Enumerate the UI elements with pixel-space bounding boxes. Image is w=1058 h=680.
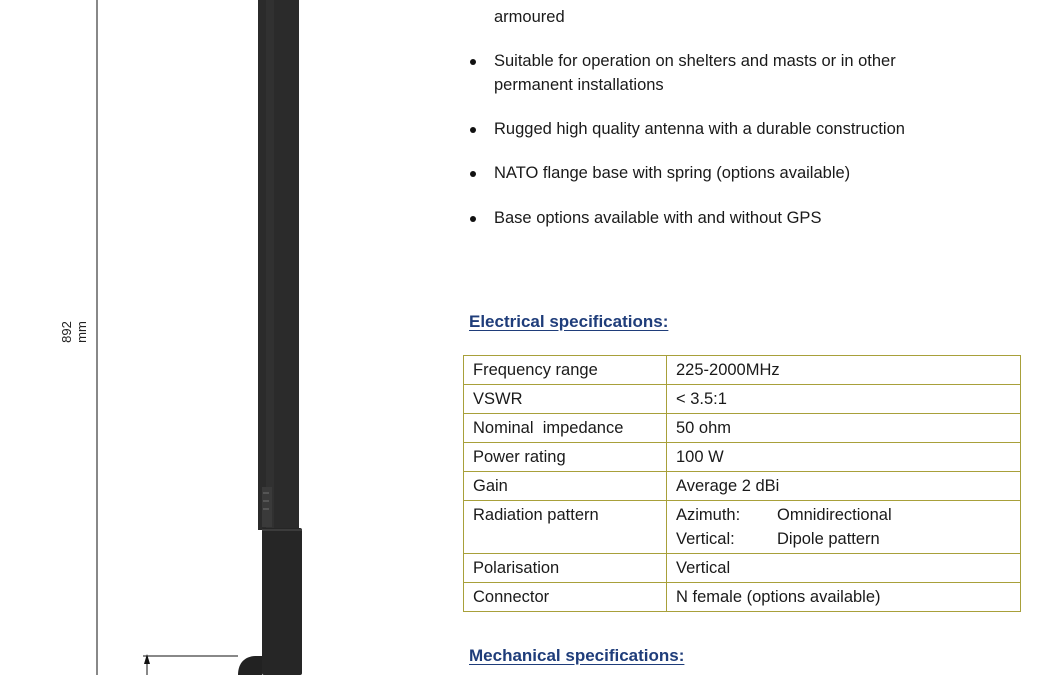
antenna-whip (258, 0, 299, 530)
table-row (464, 356, 1021, 385)
table-row (464, 443, 1021, 472)
table-row (464, 472, 1021, 501)
vertical-label: Vertical: (676, 530, 735, 548)
electrical-spec-table (463, 355, 1021, 612)
spec-key: Polarisation (464, 554, 667, 583)
list-item (466, 49, 964, 97)
spec-key: Radiation pattern (464, 501, 667, 554)
bullet-icon (470, 59, 476, 65)
table-row (464, 554, 1021, 583)
spec-key: Frequency range (464, 356, 667, 385)
spec-value: Average 2 dBi (667, 472, 1021, 501)
spec-value: 100 W (667, 443, 1021, 472)
spec-value: N female (options available) (667, 583, 1021, 612)
spec-value: 225-2000MHz (667, 356, 1021, 385)
table-row (464, 501, 1021, 554)
list-item (466, 206, 964, 230)
mechanical-heading: Mechanical specifications: (469, 646, 685, 665)
list-item (466, 161, 964, 185)
feature-text: Rugged high quality antenna with a durable construction (494, 120, 905, 138)
spec-key: VSWR (464, 385, 667, 414)
antenna-sleeve (262, 528, 302, 675)
spec-key: Connector (464, 583, 667, 612)
bullet-icon (470, 127, 476, 133)
spec-value: < 3.5:1 (667, 385, 1021, 414)
azimuth-label: Azimuth: (676, 506, 741, 524)
feature-text: NATO flange base with spring (options available) (494, 164, 851, 182)
feature-text: Base options available with and without GPS (494, 209, 822, 227)
spec-key: Gain (464, 472, 667, 501)
spec-key: Power rating (464, 443, 667, 472)
vertical-line (676, 527, 1011, 551)
list-item (466, 117, 964, 141)
bullet-icon (470, 216, 476, 222)
spec-value (667, 501, 1021, 554)
spec-value: Vertical (667, 554, 1021, 583)
list-item (466, 5, 964, 29)
dimension-label: 892 mm (59, 321, 89, 343)
azimuth-value: Omnidirectional (777, 506, 892, 524)
spec-value: 50 ohm (667, 414, 1021, 443)
bullet-icon (470, 171, 476, 177)
spec-key: Nominal impedance (464, 414, 667, 443)
table-row (464, 385, 1021, 414)
antenna-figure (0, 0, 430, 675)
feature-text: armoured (494, 8, 565, 26)
feature-text: Suitable for operation on shelters and masts or in other permanent installations (494, 52, 896, 94)
electrical-heading: Electrical specifications: (469, 312, 669, 331)
table-row (464, 414, 1021, 443)
azimuth-line (676, 503, 1011, 527)
table-row (464, 583, 1021, 612)
vertical-value: Dipole pattern (777, 530, 880, 548)
